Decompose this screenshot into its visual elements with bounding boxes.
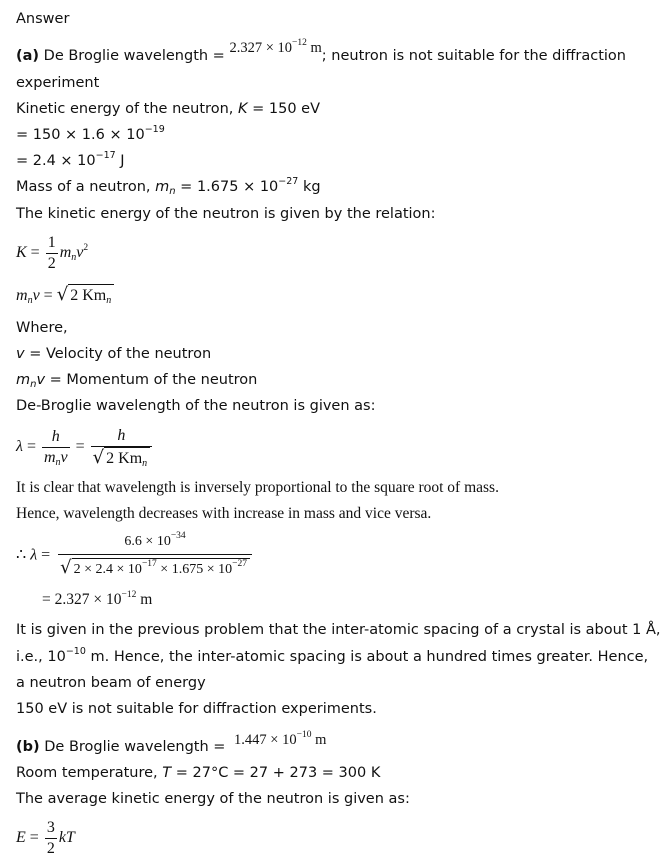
equation-calculation: ∴ λ = $\frac{6.6 \times 10^{-34}}{√ 2 \times 2.4 \times 10^{-17} \times 1.675 \times 10^{-27}}$ [16,532,254,580]
part-a-statement [16,38,626,66]
equation-kinetic-energy: K = $\frac{1}{2}$ $m_nv^2$ [16,234,89,272]
part-b-label: (b) [16,739,40,755]
room-temperature-line: Room temperature, T = 27°C = 27 + 273 = 300 K [16,765,381,781]
part-a-label: (a) [16,48,40,64]
spacing-paragraph-1: It is given in the previous problem that the inter-atomic spacing of a crystal is about 1 Å, [16,622,661,638]
equation-momentum: $m_nv$ = √ 2 $Km_n$ [16,284,114,306]
kinetic-energy-line3: = $2.4 \times 10^{-17}$ J [16,150,125,169]
wavelength-decrease-text: Hence, wavelength decreases with increase in mass and vice versa. [16,505,432,522]
velocity-definition: v = Velocity of the neutron [16,346,212,362]
answer-heading: Answer [16,11,70,27]
spacing-paragraph-3: a neutron beam of energy [16,675,206,691]
part-b-statement: (b) De Broglie wavelength = $1.447 \times 10^{-10}$ m [16,730,327,755]
where-text: Where, [16,320,68,336]
mass-line: Mass of a neutron, $m_n = 1.675 \times 10^{-27}$ kg [16,176,321,197]
part-a-text: De Broglie wavelength = [43,48,225,64]
de-broglie-intro: De-Broglie wavelength of the neutron is given as: [16,398,376,414]
inverse-proportional-text: It is clear that wavelength is inversely proportional to the square root of mass. [16,479,499,496]
part-b-wavelength-value: $1.447 \times 10^{-10}$ m [234,730,327,748]
part-a-text-cont: experiment [16,75,100,91]
ke-relation-text: The kinetic energy of the neutron is given by the relation: [16,206,436,222]
kinetic-energy-line2: = $150 \times 1.6 \times 10^{-19}$ [16,124,165,143]
equation-wavelength: λ = $\frac{h}{m_nv}$ = $\frac{h}{√ 2 Km_n}$ [16,426,154,469]
equation-average-energy: E = $\frac{3}{2}$ kT [16,819,75,857]
part-a-wavelength-value: $2.327 \times 10^{-12}$ m [229,38,322,56]
spacing-paragraph-4: 150 eV is not suitable for diffraction experiments. [16,701,377,717]
calculation-result: = $2.327 \times 10^{-12}$ m [42,590,153,608]
spacing-paragraph-2: i.e., $10^{-10}$ m. Hence, the inter-atomic spacing is about a hundred times greater. Hence, [16,646,649,665]
part-a-conclusion: ; neutron is not suitable for the diffraction [321,48,626,64]
kinetic-energy-line: Kinetic energy of the neutron, K = 150 eV [16,101,320,117]
momentum-definition: $m_nv$ = Momentum of the neutron [16,372,258,390]
average-ke-text: The average kinetic energy of the neutron is given as: [16,791,410,807]
